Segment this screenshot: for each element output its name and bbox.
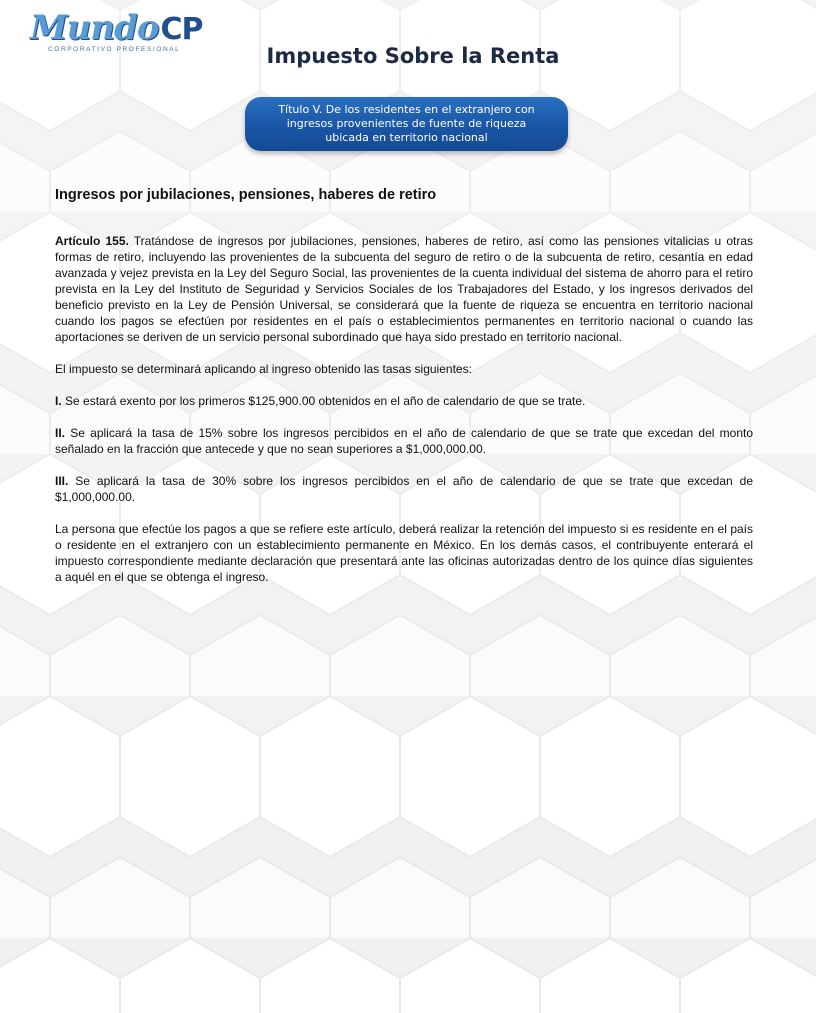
fraction-i-text: Se estará exento por los primeros $125,900.00 obtenidos en el año de calendario de que se trate. (61, 394, 586, 408)
withholding-text: La persona que efectúe los pagos a que se refiere este artículo, deberá realizar la retención del impuesto si es residente en el país o residente en el extranjero con un establecimiento permanente en México. En los demás casos, el contribuyente enterará el impuesto correspondiente mediante declaración que presentará ante las oficinas autorizadas dentro de los quince días siguientes a aquél en el que se obtenga el ingreso. (55, 522, 753, 584)
paragraph-fraction-iii (55, 473, 753, 505)
paragraph-article-155 (55, 233, 753, 345)
page-title: Impuesto Sobre la Renta (266, 44, 560, 68)
article-text: Tratándose de ingresos por jubilaciones, pensiones, haberes de retiro, así como las pensiones vitalicias u otras formas de retiro, incluyendo las provenientes de la subcuenta del seguro de retiro o de la subcuenta de retiro, cesantía en edad avanzada y vejez prevista en la Ley del Seguro Social, las provenientes de la cuenta individual del sistema de ahorro para el retiro prevista en la Ley del Instituto de Seguridad y Servicios Sociales de los Trabajadores del Estado, y los ingresos derivados del beneficio previsto en la Ley de Pensión Universal, se considerará que la fuente de riqueza se encuentra en territorio nacional cuando los pagos se efectúen por residentes en el país o establecimientos permanentes en territorio nacional o cuando las aportaciones se deriven de un servicio personal subordinado que haya sido prestado en territorio nacional. (55, 234, 753, 344)
paragraph-rates-intro (55, 361, 753, 377)
fraction-iii-label: III. (55, 474, 69, 488)
article-body (55, 233, 753, 601)
rates-intro-text: El impuesto se determinará aplicando al ingreso obtenido las tasas siguientes: (55, 362, 472, 376)
section-heading: Ingresos por jubilaciones, pensiones, haberes de retiro (55, 187, 437, 203)
article-label: Artículo 155. (55, 234, 129, 248)
banner-line-1: Título V. De los residentes en el extranjero con (278, 103, 535, 116)
banner-line-3: ubicada en territorio nacional (325, 131, 488, 144)
fraction-ii-label: II. (55, 426, 66, 440)
fraction-i-label: I. (55, 394, 62, 408)
logo-brand-part1: Mundo (30, 8, 159, 48)
paragraph-fraction-ii (55, 425, 753, 457)
banner-line-2: ingresos provenientes de fuente de riqueza (286, 117, 527, 130)
fraction-iii-text: Se aplicará la tasa de 30% sobre los ingresos percibidos en el año de calendario de que se trate que excedan de $1,000,000.00. (55, 474, 753, 504)
paragraph-withholding (55, 521, 753, 585)
fraction-ii-text: Se aplicará la tasa de 15% sobre los ingresos percibidos en el año de calendario de que se trate que excedan del monto señalado en la fracción que antecede y que no sean superiores a $1,000,000.00. (55, 426, 753, 456)
logo-brand-part2: CP (160, 12, 203, 47)
logo-tagline: CORPORATIVO PROFESIONAL (48, 46, 181, 53)
title-banner (245, 97, 568, 151)
paragraph-fraction-i (55, 393, 753, 409)
